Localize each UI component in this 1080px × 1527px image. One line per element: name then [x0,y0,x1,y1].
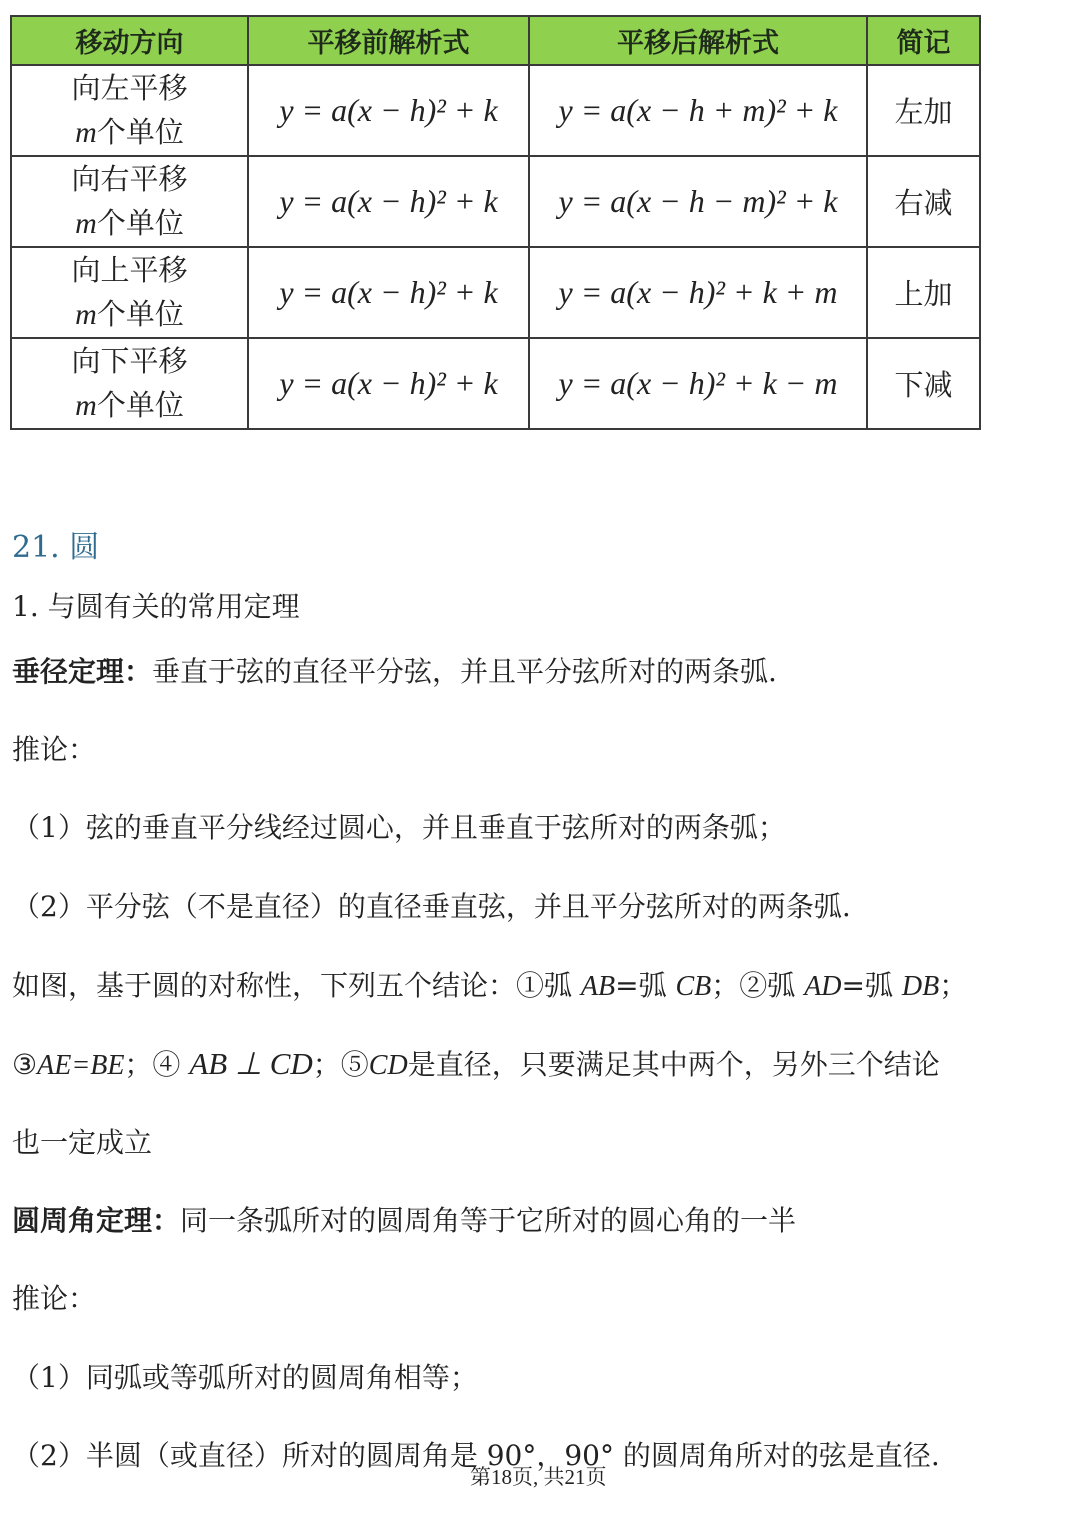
formula-text: y = a(x − h)² + k − m [558,365,838,401]
memo-text: 上加 [894,277,953,311]
section-title: 21. 圆 [12,530,100,565]
table-header-row [11,16,980,65]
after-formula [529,247,867,338]
direction-cell [11,247,248,338]
text-segment: ；②弧 [711,969,805,1002]
math-segment: CD [368,1050,408,1081]
direction-text: 向下平移 [71,344,188,378]
translation-table [10,15,981,430]
text-segment: 是直径，只要满足其中两个，另外三个结论 [407,1048,940,1081]
corollary-label: 推论： [12,1282,97,1315]
five-conclusions-line [12,966,967,1007]
formula-text: y = a(x − h − m)² + k [558,183,838,219]
table-row [11,65,980,156]
corollary-label: 推论： [12,733,97,766]
unit-text: 个单位 [96,206,184,240]
perpendicular-diameter-theorem [12,652,777,692]
unit-variable: m [75,116,97,149]
inscribed-angle-theorem [12,1201,796,1241]
table-row [11,338,980,429]
header-after: 平移后解析式 [529,16,867,65]
direction-unit-line [12,292,247,337]
formula-text: y = a(x − h)² + k [279,183,498,219]
memo-text: 右减 [894,186,953,220]
text-segment: ③ [12,1048,38,1081]
theorem-text: 垂直于弦的直径平分弦，并且平分弦所对的两条弧. [152,655,777,688]
formula-text: y = a(x − h)² + k [279,274,498,310]
before-formula [248,156,529,247]
page-footer: 第18页, 共21页 [470,1465,607,1489]
formula-text: y = a(x − h)² + k [279,365,498,401]
theorem-text: 同一条弧所对的圆周角等于它所对的圆心角的一半 [180,1204,797,1237]
unit-text: 个单位 [96,297,184,331]
direction-unit-line [12,201,247,246]
header-before: 平移前解析式 [248,16,529,65]
after-formula [529,338,867,429]
header-direction: 移动方向 [11,16,248,65]
corollary-item: （1）弦的垂直平分线经过圆心，并且垂直于弦所对的两条弧； [12,811,786,844]
header-memo: 简记 [867,16,980,65]
memo-cell [867,338,980,429]
table-row [11,247,980,338]
table-row [11,156,980,247]
text-segment: =弧 [615,969,676,1002]
text-segment: ；⑤ [312,1048,369,1081]
math-segment: CB [675,971,712,1002]
after-formula [529,156,867,247]
unit-variable: m [75,389,97,422]
direction-text: 向左平移 [71,71,188,105]
direction-unit-line [12,110,247,155]
math-segment: AD [804,971,842,1002]
theorem-name: 垂径定理： [12,655,153,688]
direction-cell [11,65,248,156]
before-formula [248,247,529,338]
text-segment: ； [939,969,968,1002]
direction-cell [11,338,248,429]
corollary-item: （2）平分弦（不是直径）的直径垂直弦，并且平分弦所对的两条弧. [12,890,851,923]
formula-text: y = a(x − h + m)² + k [558,92,838,128]
unit-text: 个单位 [96,388,184,422]
subsection-title: 1. 与圆有关的常用定理 [12,590,300,623]
unit-variable: m [75,298,97,331]
direction-text: 向右平移 [71,162,188,196]
before-formula [248,338,529,429]
text-segment: ；④ [124,1048,190,1081]
direction-text: 向上平移 [71,253,188,287]
math-segment: AE=BE [37,1050,125,1081]
text-segment: 如图，基于圆的对称性，下列五个结论：①弧 [12,969,581,1002]
formula-text: y = a(x − h)² + k + m [558,274,838,310]
before-formula [248,65,529,156]
math-segment: DB [901,971,940,1002]
direction-unit-line [12,383,247,428]
unit-variable: m [75,207,97,240]
memo-text: 下减 [894,368,953,402]
text-segment: =弧 [841,969,902,1002]
unit-text: 个单位 [96,115,184,149]
after-formula [529,65,867,156]
math-segment: AB ⊥ CD [189,1046,313,1081]
math-segment: AB [580,971,616,1002]
corollary-item: （1）同弧或等弧所对的圆周角相等； [12,1361,478,1394]
memo-cell [867,156,980,247]
direction-cell [11,156,248,247]
formula-text: y = a(x − h)² + k [279,92,498,128]
corollary-item: （2）半圆（或直径）所对的圆周角是 90°，90° 的圆周角所对的弦是直径. [12,1439,940,1472]
five-conclusions-line [12,1044,940,1086]
memo-cell [867,247,980,338]
five-conclusions-line: 也一定成立 [12,1126,153,1159]
memo-text: 左加 [894,95,953,129]
memo-cell [867,65,980,156]
theorem-name: 圆周角定理： [12,1204,181,1237]
